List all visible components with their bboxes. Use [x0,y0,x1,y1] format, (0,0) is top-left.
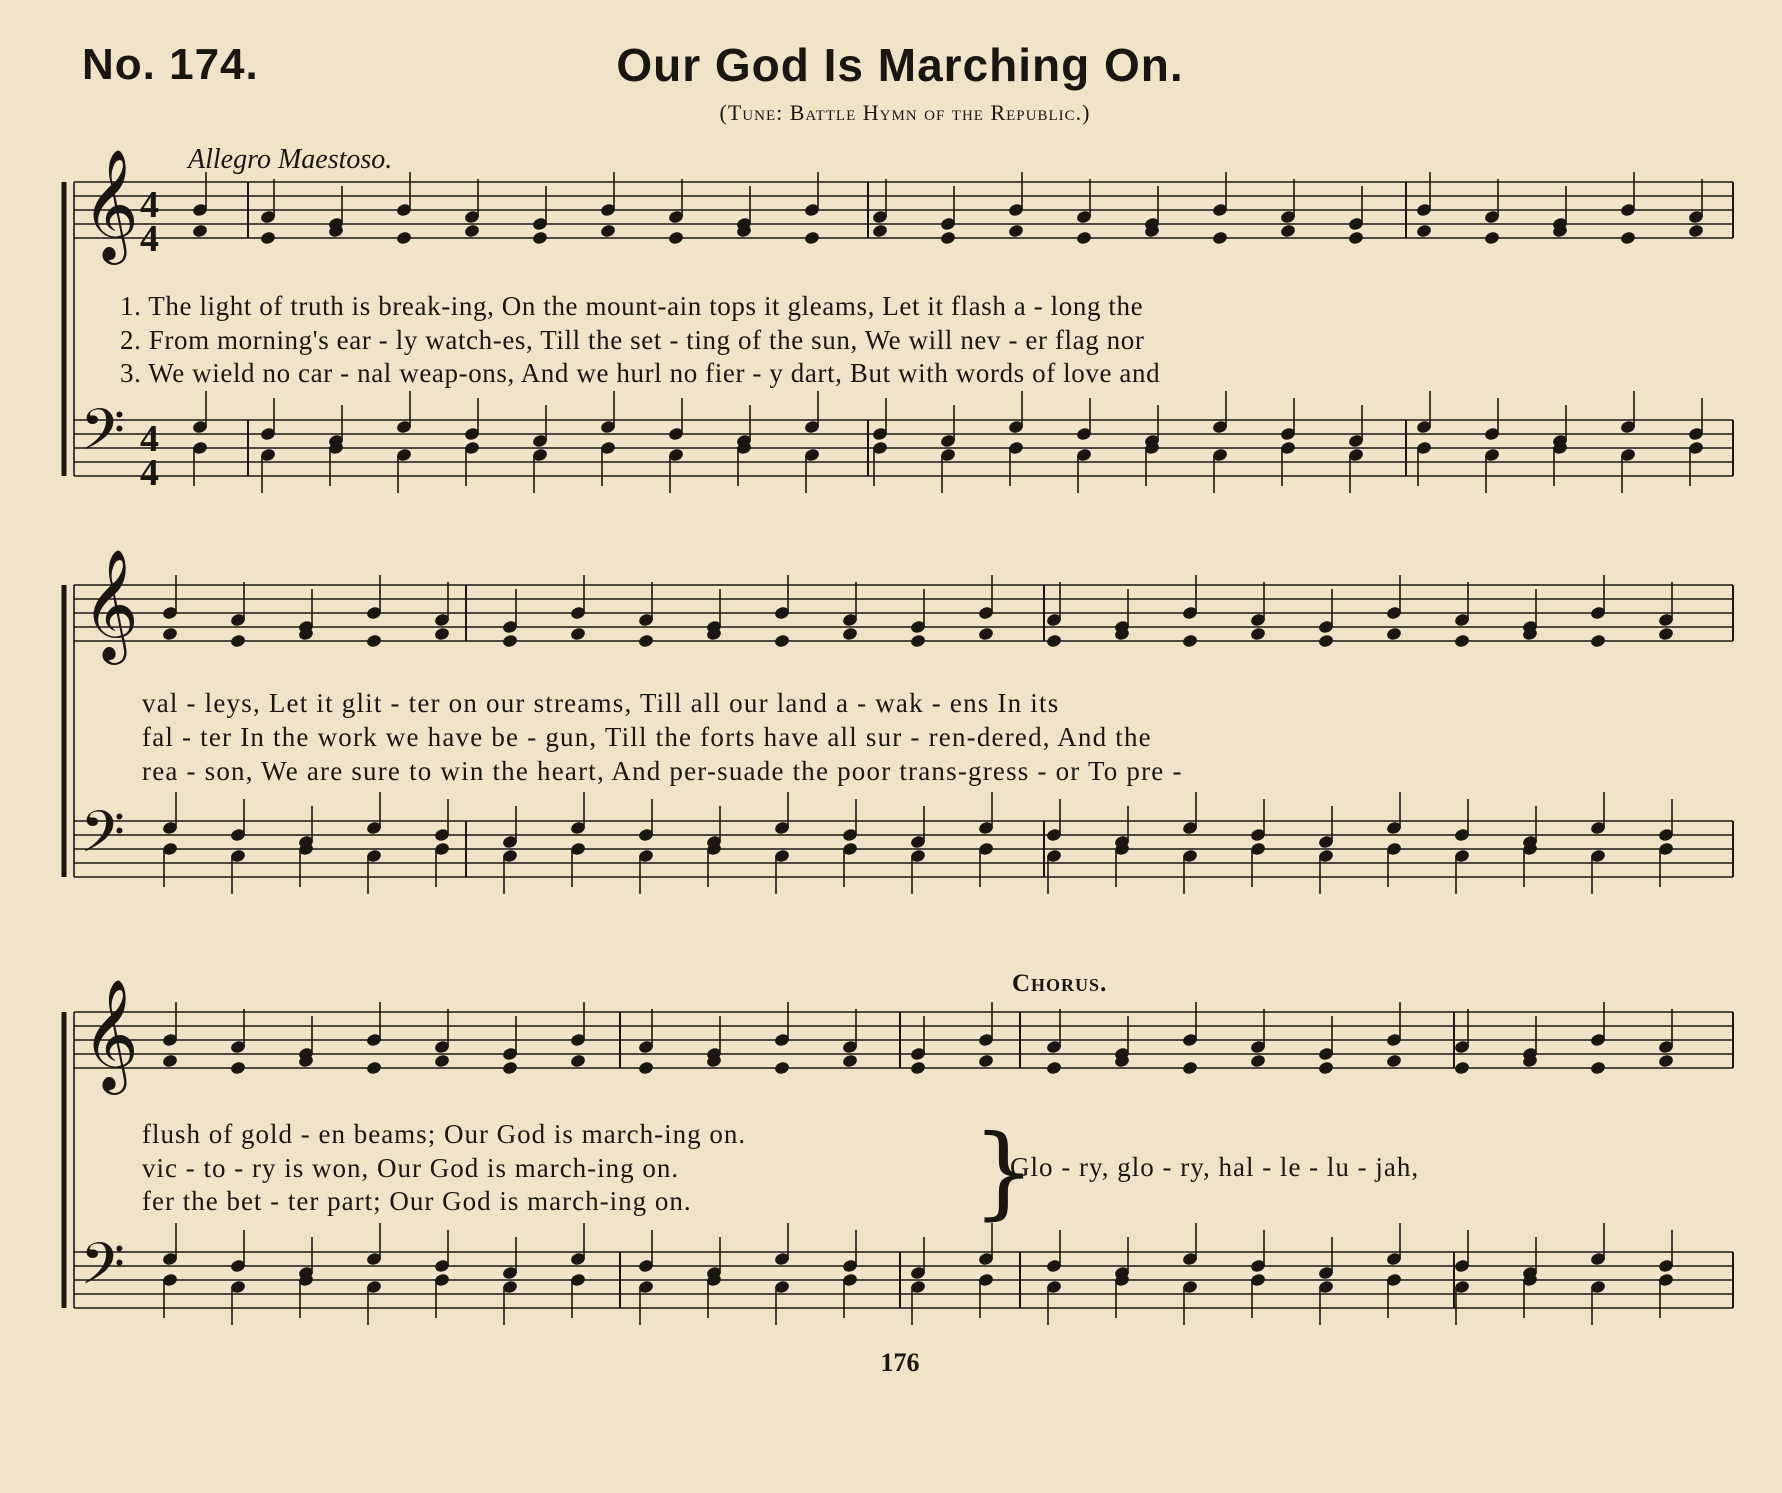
note-head [260,230,277,245]
treble-clef-icon: 𝄞 [82,978,139,1090]
note-head [366,1060,383,1075]
verse3-line3: fer the bet - ter part; Our God is march-ing on. [142,1186,692,1216]
time-signature-top: 4 [140,418,159,460]
note-head [230,633,247,648]
note-head [1046,1060,1063,1075]
note-head [502,633,519,648]
note-head [910,1060,927,1075]
note-head [1250,626,1267,641]
note-head [978,1053,995,1068]
note-head [162,1053,179,1068]
note-head [668,230,685,245]
note-head [1590,1060,1607,1075]
note-head [434,626,451,641]
note-head [396,230,413,245]
note-head [1386,1053,1403,1068]
note-head [1280,223,1297,238]
verse2-line2: fal - ter In the work we have be - gun, Till the forts have all sur - ren-dered, And the [142,722,1152,752]
note-head [1658,626,1675,641]
hymn-number: No. 174. [82,40,259,89]
note-head [638,1060,655,1075]
note-head [1008,223,1025,238]
note-head [1348,230,1365,245]
chorus-label: Chorus. [1012,970,1108,997]
note-head [162,626,179,641]
note-head [600,223,617,238]
note-head [570,1053,587,1068]
verse3-line1: 3. We wield no car - nal weap-ons, And we hurl no fier - y dart, But with words of love and [120,358,1161,388]
note-head [940,230,957,245]
note-head [434,1053,451,1068]
note-head [570,626,587,641]
note-head [1182,1060,1199,1075]
note-head [774,1060,791,1075]
note-head [1212,230,1229,245]
note-head [192,223,209,238]
treble-clef-icon: 𝄞 [82,148,139,260]
note-head [464,223,481,238]
note-head [978,626,995,641]
page-number: 176 [880,1348,920,1377]
note-head [638,633,655,648]
verse1-line3: flush of gold - en beams; Our God is march-ing on. [142,1119,747,1149]
note-head [1318,633,1335,648]
verse1-line2: val - leys, Let it glit - ter on our streams, Till all our land a - wak - ens In its [142,688,1060,718]
note-head [910,633,927,648]
verse3-line2: rea - son, We are sure to win the heart, And per-suade the poor trans-gress - or To pre - [142,756,1183,786]
note-head [774,633,791,648]
note-head [1250,1053,1267,1068]
bass-clef-icon: 𝄢 [80,1230,126,1312]
verse2-line1: 2. From morning's ear - ly watch-es, Till the set - ting of the sun, We will nev - er flag nor [120,325,1145,355]
tempo-marking: Allegro Maestoso. [188,144,393,175]
treble-clef-icon: 𝄞 [82,548,139,660]
note-head [1386,626,1403,641]
note-head [532,230,549,245]
note-head [1620,230,1637,245]
note-head [1182,633,1199,648]
note-head [1318,1060,1335,1075]
note-head [502,1060,519,1075]
bass-clef-icon: 𝄢 [80,798,126,880]
note-head [1658,1053,1675,1068]
hymn-title: Our God Is Marching On. [616,39,1184,91]
tune-name: (Tune: Battle Hymn of the Republic.) [719,100,1091,125]
note-head [804,230,821,245]
note-head [1688,223,1705,238]
verse1-line1: 1. The light of truth is break-ing, On the mount-ain tops it gleams, Let it flash a - long the [120,291,1144,321]
note-head [1454,633,1471,648]
time-signature-top: 4 [140,184,159,226]
note-head [366,633,383,648]
time-signature-bottom: 4 [140,218,159,260]
note-head [1046,633,1063,648]
note-head [872,223,889,238]
bass-clef-icon: 𝄢 [80,396,126,478]
note-head [842,626,859,641]
chorus-line: Glo - ry, glo - ry, hal - le - lu - jah, [1010,1152,1420,1182]
note-head [230,1060,247,1075]
note-head [842,1053,859,1068]
verse2-line3: vic - to - ry is won, Our God is march-ing on. [142,1153,680,1183]
note-head [1590,633,1607,648]
verse-brace-icon: } [972,1113,1036,1230]
note-head [1076,230,1093,245]
note-head [1484,230,1501,245]
note-head [1416,223,1433,238]
time-signature-bottom: 4 [140,452,159,494]
note-head [1454,1060,1471,1075]
